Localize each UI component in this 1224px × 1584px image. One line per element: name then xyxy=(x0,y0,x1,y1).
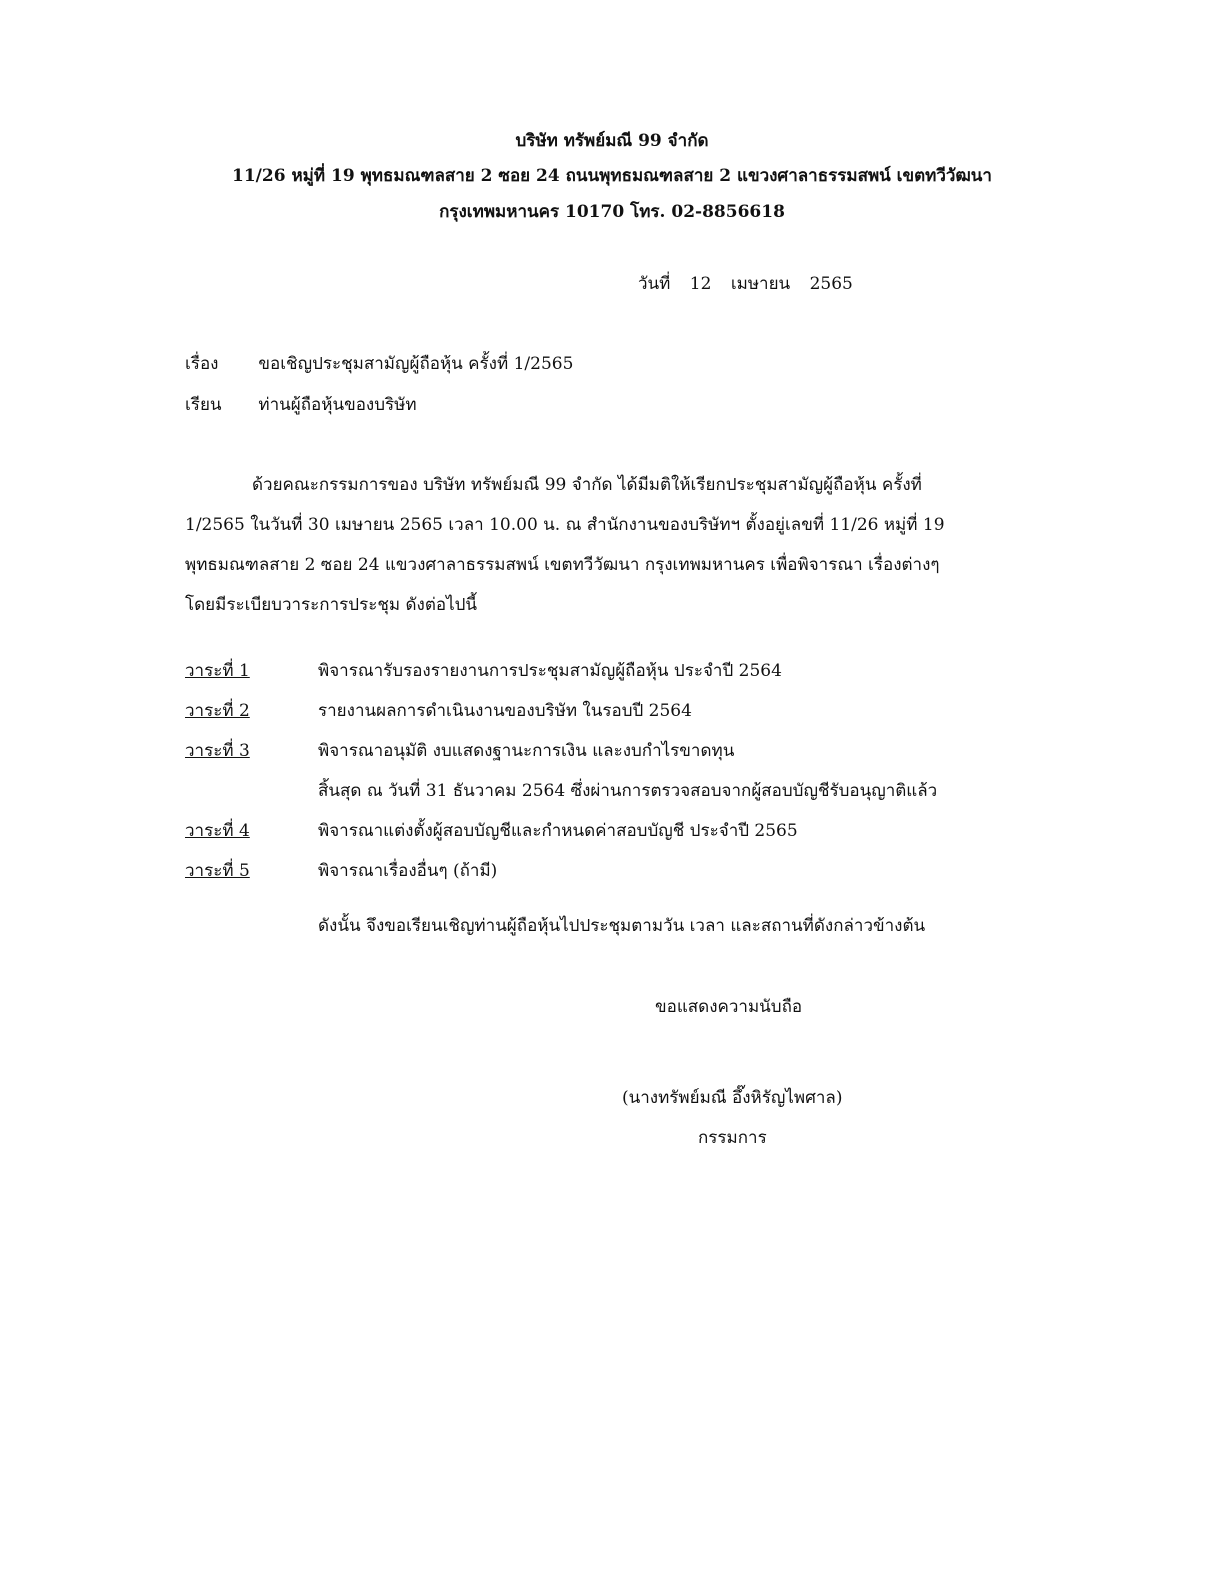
subject-label: เรื่อง xyxy=(185,354,219,374)
agenda-text: พิจารณาอนุมัติ งบแสดงฐานะการเงิน และงบกำไรขาดทุน xyxy=(318,741,735,761)
signer-name: (นางทรัพย์มณี อึ๊งหิรัญไพศาล) xyxy=(622,1088,843,1108)
agenda-text: รายงานผลการดำเนินงานของบริษัท ในรอบปี 2564 xyxy=(318,701,692,721)
agenda-text: พิจารณารับรองรายงานการประชุมสามัญผู้ถือหุ้น ประจำปี 2564 xyxy=(318,661,782,681)
body-line: 1/2565 ในวันที่ 30 เมษายน 2565 เวลา 10.00 น. ณ สำนักงานของบริษัทฯ ตั้งอยู่เลขที่ 11/26 หมู่ที่ 19 xyxy=(185,515,945,535)
agenda-number: วาระที่ 4 xyxy=(185,821,250,841)
date-day: 12 xyxy=(689,274,712,294)
body-line: ด้วยคณะกรรมการของ บริษัท ทรัพย์มณี 99 จำกัด ได้มีมติให้เรียกประชุมสามัญผู้ถือหุ้น ครั้งที่ xyxy=(252,475,922,495)
company-address: 11/26 หมู่ที่ 19 พุทธมณฑลสาย 2 ซอย 24 ถนนพุทธมณฑลสาย 2 แขวงศาลาธรรมสพน์ เขตทวีวัฒนา xyxy=(232,166,992,186)
regards-text: ขอแสดงความนับถือ xyxy=(655,997,803,1017)
agenda-number: วาระที่ 2 xyxy=(185,701,250,721)
subject-text: ขอเชิญประชุมสามัญผู้ถือหุ้น ครั้งที่ 1/2565 xyxy=(258,354,574,374)
letter-date xyxy=(638,270,867,297)
date-label: วันที่ xyxy=(638,274,671,294)
closing-statement: ดังนั้น จึงขอเรียนเชิญท่านผู้ถือหุ้นไปประชุมตามวัน เวลา และสถานที่ดังกล่าวข้างต้น xyxy=(318,916,926,936)
agenda-text: พิจารณาแต่งตั้งผู้สอบบัญชีและกำหนดค่าสอบบัญชี ประจำปี 2565 xyxy=(318,821,798,841)
agenda-item xyxy=(185,737,734,764)
recipient-row xyxy=(185,391,417,418)
agenda-item xyxy=(185,697,692,724)
agenda-number: วาระที่ 3 xyxy=(185,741,250,761)
body-line: โดยมีระเบียบวาระการประชุม ดังต่อไปนี้ xyxy=(185,595,478,615)
date-year: 2565 xyxy=(809,274,853,294)
agenda-item xyxy=(185,817,798,844)
agenda-number: วาระที่ 5 xyxy=(185,861,250,881)
recipient-label: เรียน xyxy=(185,395,222,415)
company-city-phone: กรุงเทพมหานคร 10170 โทร. 02-8856618 xyxy=(439,202,785,222)
agenda-continuation: สิ้นสุด ณ วันที่ 31 ธันวาคม 2564 ซึ่งผ่านการตรวจสอบจากผู้สอบบัญชีรับอนุญาติแล้ว xyxy=(318,781,938,801)
date-month: เมษายน xyxy=(730,274,791,294)
agenda-text: พิจารณาเรื่องอื่นๆ (ถ้ามี) xyxy=(318,861,498,881)
company-name: บริษัท ทรัพย์มณี 99 จำกัด xyxy=(515,131,709,151)
body-line: พุทธมณฑลสาย 2 ซอย 24 แขวงศาลาธรรมสพน์ เขตทวีวัฒนา กรุงเทพมหานคร เพื่อพิจารณา เรื่องต่างๆ xyxy=(185,555,940,575)
agenda-number: วาระที่ 1 xyxy=(185,661,250,681)
subject-row xyxy=(185,350,573,377)
agenda-item xyxy=(185,657,782,684)
agenda-item xyxy=(185,857,497,884)
recipient-text: ท่านผู้ถือหุ้นของบริษัท xyxy=(258,395,417,415)
signer-position: กรรมการ xyxy=(698,1128,767,1148)
